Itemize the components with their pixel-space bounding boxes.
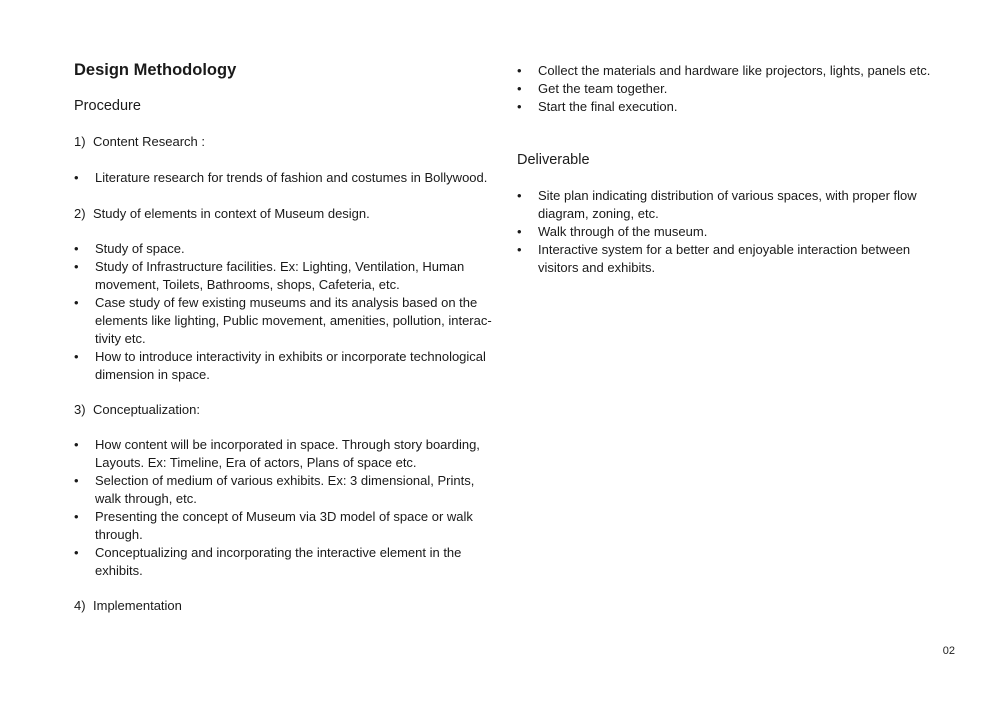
list-item: • Walk through of the museum.: [517, 224, 708, 239]
bullet-icon: •: [74, 509, 79, 524]
deliverable-list: [517, 187, 937, 277]
section-heading-implementation: [74, 597, 182, 615]
page-number: 02: [942, 645, 955, 657]
bullet-icon: •: [74, 295, 79, 310]
bullet-icon: •: [74, 437, 79, 452]
section-number: 1): [74, 134, 86, 149]
bullet-icon: •: [517, 99, 522, 114]
list-item: • Literature research for trends of fashion and costumes in Bollywood.: [74, 170, 488, 185]
section-heading-conceptualization: [74, 401, 200, 419]
bullet-icon: •: [74, 259, 79, 274]
list-item: • Presenting the concept of Museum via 3D model of space or walk through.: [74, 509, 473, 542]
section-number: 3): [74, 402, 86, 417]
list-item: • How content will be incorporated in space. Through story boarding, Layouts. Ex: Timeline, Era of actors, Plans of space etc.: [74, 437, 480, 470]
study-of-elements-list: [74, 240, 498, 384]
section-number: 2): [74, 206, 86, 221]
section-title: Study of elements in context of Museum design.: [93, 206, 370, 221]
section-title: Implementation: [93, 598, 182, 613]
bullet-icon: •: [74, 545, 79, 560]
list-item: • Site plan indicating distribution of various spaces, with proper flow diagram, zoning, etc.: [517, 188, 917, 221]
bullet-icon: •: [74, 241, 79, 256]
list-item: • Case study of few existing museums and its analysis based on the elements like lighting, Public movement, amenities, pollution, interac-tivity etc.: [74, 295, 492, 346]
procedure-heading: Procedure: [74, 98, 141, 114]
list-item: • Study of Infrastructure facilities. Ex: Lighting, Ventilation, Human movement, Toilets, Bathrooms, shops, Cafeteria, etc.: [74, 259, 465, 292]
bullet-icon: •: [74, 349, 79, 364]
list-item: • Get the team together.: [517, 81, 668, 96]
implementation-list: [517, 62, 957, 116]
conceptualization-list: [74, 436, 498, 580]
page-title: Design Methodology: [74, 61, 237, 79]
bullet-icon: •: [517, 224, 522, 239]
deliverable-heading: Deliverable: [517, 152, 590, 168]
list-item: • Collect the materials and hardware like projectors, lights, panels etc.: [517, 63, 931, 78]
bullet-icon: •: [517, 63, 522, 78]
list-item: • Conceptualizing and incorporating the interactive element in the exhibits.: [74, 545, 462, 578]
bullet-icon: •: [74, 170, 79, 185]
section-number: 4): [74, 598, 86, 613]
list-item: • Interactive system for a better and enjoyable interaction between visitors and exhibits.: [517, 242, 911, 275]
bullet-icon: •: [517, 242, 522, 257]
list-item: • Study of space.: [74, 241, 185, 256]
section-title: Conceptualization:: [93, 402, 200, 417]
section-heading-content-research: [74, 133, 205, 151]
content-research-list: [74, 169, 504, 187]
bullet-icon: •: [74, 473, 79, 488]
section-heading-study-of-elements: [74, 205, 370, 223]
section-title: Content Research :: [93, 134, 206, 149]
bullet-icon: •: [517, 188, 522, 203]
list-item: • Selection of medium of various exhibits. Ex: 3 dimensional, Prints, walk through, etc.: [74, 473, 475, 506]
bullet-icon: •: [517, 81, 522, 96]
list-item: • How to introduce interactivity in exhibits or incorporate technological dimension in space.: [74, 349, 486, 382]
list-item: • Start the final execution.: [517, 99, 678, 114]
